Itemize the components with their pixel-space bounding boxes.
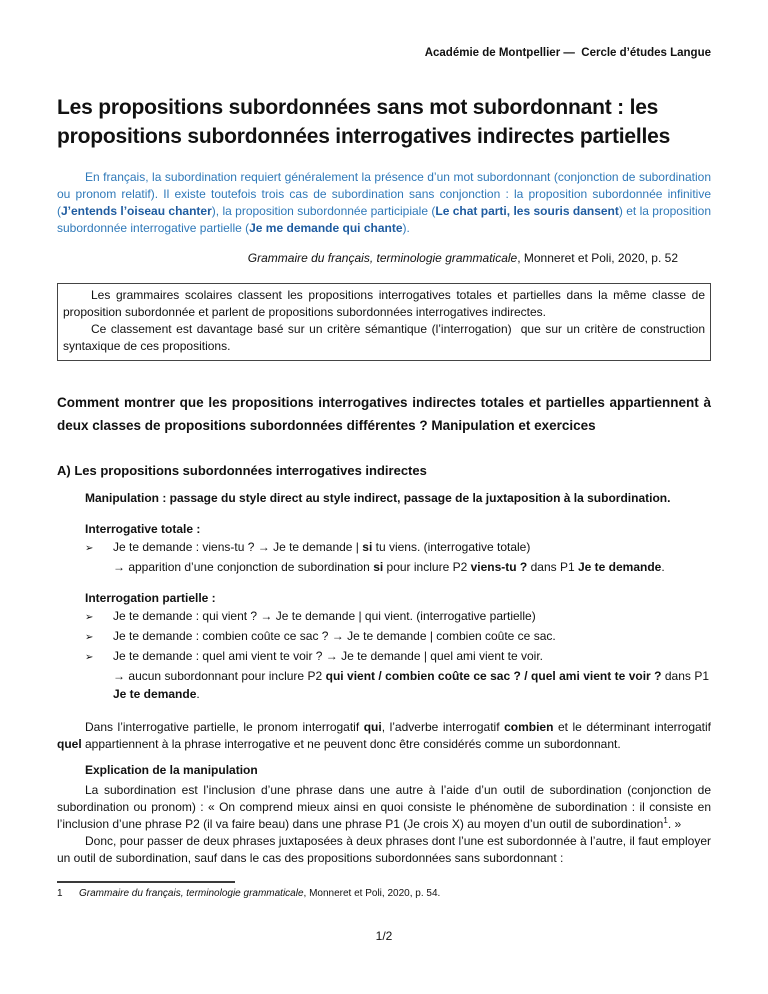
note-paragraph-1: Les grammaires scolaires classent les propositions interrogatives totales et partielles dans la même classe de proposition subordonnée et parlent de propositions subordonnées interrogatives indirectes. <box>63 288 705 319</box>
bullet-text: Je te demande : qui vient ? → Je te demande | qui vient. (interrogative partielle) <box>113 609 536 623</box>
question-heading: Comment montrer que les propositions interrogatives indirectes totales et partielles appartiennent à deux classes de propositions subordonnées différentes ? Manipulation et exercices <box>57 395 711 433</box>
bullet-text: Je te demande : quel ami vient te voir ? → Je te demande | quel ami vient te voir. <box>113 649 544 663</box>
explication-heading: Explication de la manipulation <box>85 763 258 777</box>
label-interrogation-partielle: Interrogation partielle : <box>85 591 216 605</box>
bullet-arrow-icon: ➢ <box>85 652 94 663</box>
bullet-arrow-icon: ➢ <box>85 612 94 623</box>
footnote-number: 1 <box>57 888 63 899</box>
document-title: Les propositions subordonnées sans mot subordonnant : les propositions subordonnées interrogatives indirectes partielles <box>57 96 671 148</box>
bullet-text: Je te demande : viens-tu ? → Je te demande | si tu viens. (interrogative totale) <box>113 540 531 554</box>
page-number: 1/2 <box>375 929 393 943</box>
note-box <box>57 283 711 361</box>
section-a-heading: A) Les propositions subordonnées interrogatives indirectes <box>57 463 427 478</box>
intro-paragraph: En français, la subordination requiert généralement la présence d’un mot subordonnant (conjonction de subordination ou pronom relatif). Il existe toutefois trois cas de subordination sans conjonction : la proposition subordonnée infinitive (J’entends l’oiseau chanter), la proposition subordonnée participiale (Le chat parti, les souris dansent) et la proposition subordonnée interrogative partielle (Je me demande qui chante). <box>57 170 711 235</box>
explication-paragraph-2: Donc, pour passer de deux phrases juxtaposées à deux phrases dont l’une est subordonnée à l’autre, il faut employer un outil de subordination, sauf dans le cas des propositions subordonnées sans subordonnant : <box>57 834 711 865</box>
arrow-note-partielle: → aucun subordonnant pour inclure P2 qui vient / combien coûte ce sac ? / quel ami vient te voir ? dans P1 Je te demande. <box>113 669 709 701</box>
explication-paragraph-1: La subordination est l’inclusion d’une phrase dans une autre à l’aide d’un outil de subordination (conjonction de subordination ou pronom) : « On comprend mieux ainsi en quoi consiste le phénomène de subordination : il consiste en l’inclusion d’une phrase P2 (il va faire beau) dans une phrase P1 (Je crois X) au moyen d’un outil de subordination$^1$. » <box>57 783 711 831</box>
bullet-item <box>85 627 711 647</box>
bullet-item <box>85 538 711 558</box>
footnote-text: Grammaire du français, terminologie grammaticale, Monneret et Poli, 2020, p. 54. <box>79 888 441 899</box>
bullet-item <box>85 647 711 667</box>
note-paragraph-2: Ce classement est davantage basé sur un critère sémantique (l’interrogation) que sur un critère de construction syntaxique de ces propositions. <box>63 322 705 353</box>
bullet-arrow-icon: ➢ <box>85 632 94 643</box>
manipulation-line: Manipulation : passage du style direct au style indirect, passage de la juxtaposition à la subordination. <box>85 491 671 505</box>
footnote <box>57 887 711 901</box>
bullet-text: Je te demande : combien coûte ce sac ? → Je te demande | combien coûte ce sac. <box>113 629 556 643</box>
label-interrogative-totale: Interrogative totale : <box>85 522 201 536</box>
page-header: Académie de Montpellier — Cercle d’études Langue <box>424 47 711 59</box>
bullet-item <box>85 607 711 627</box>
footnote-separator <box>57 881 235 883</box>
bullet-arrow-icon: ➢ <box>85 543 94 554</box>
arrow-note-totale: → apparition d’une conjonction de subordination si pour inclure P2 viens-tu ? dans P1 Je te demande. <box>113 560 665 574</box>
citation-line: Grammaire du français, terminologie grammaticale, Monneret et Poli, 2020, p. 52 <box>247 251 678 265</box>
paragraph-interrogative-partielle: Dans l’interrogative partielle, le pronom interrogatif qui, l’adverbe interrogatif combien et le déterminant interrogatif quel appartiennent à la phrase interrogative et ne peuvent donc être considérés comme un subordonnant. <box>57 720 712 751</box>
